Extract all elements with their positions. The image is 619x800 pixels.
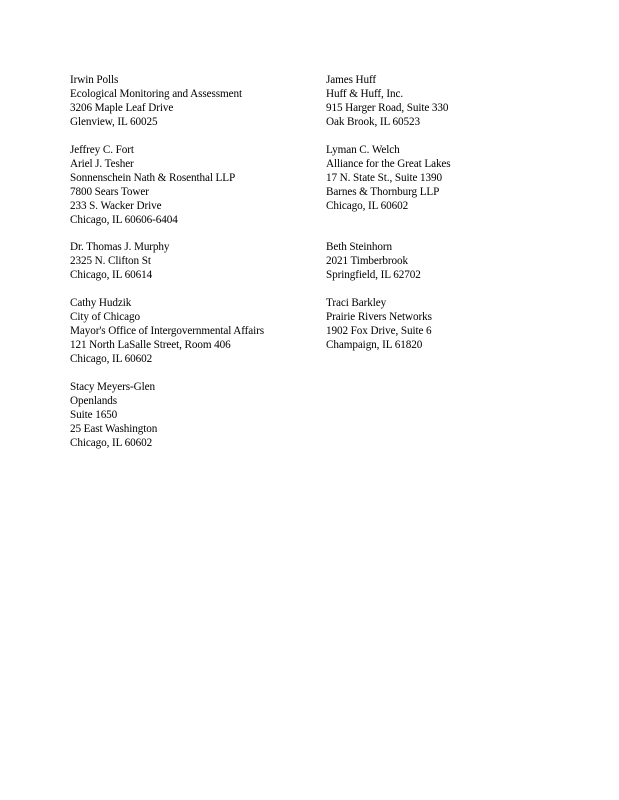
- address-line: 7800 Sears Tower: [70, 186, 149, 198]
- address-line: Stacy Meyers-Glen: [70, 381, 155, 393]
- address-line: Traci Barkley: [326, 297, 387, 309]
- address-line: Mayor's Office of Intergovernmental Affairs: [70, 325, 265, 337]
- address-line: 2325 N. Clifton St: [70, 255, 151, 267]
- address-line: Chicago, IL 60602: [70, 353, 153, 365]
- address-block: [70, 73, 310, 143]
- address-line: 2021 Timberbrook: [326, 255, 409, 267]
- address-line: Chicago, IL 60606-6404: [70, 214, 178, 226]
- address-block: [70, 143, 310, 240]
- address-line: Springfield, IL 62702: [326, 269, 421, 281]
- address-line: Huff & Huff, Inc.: [326, 88, 404, 100]
- address-block: [326, 73, 566, 143]
- address-line: 3206 Maple Leaf Drive: [70, 102, 174, 114]
- address-line: Chicago, IL 60614: [70, 269, 153, 281]
- address-line: 121 North LaSalle Street, Room 406: [70, 339, 231, 351]
- address-line: Chicago, IL 60602: [326, 200, 409, 212]
- address-line: Prairie Rivers Networks: [326, 311, 432, 323]
- address-line: 25 East Washington: [70, 423, 158, 435]
- address-line: Sonnenschein Nath & Rosenthal LLP: [70, 172, 236, 184]
- address-line: Dr. Thomas J. Murphy: [70, 241, 170, 253]
- address-line: Alliance for the Great Lakes: [326, 158, 451, 170]
- address-line: Jeffrey C. Fort: [70, 144, 134, 156]
- address-line: 1902 Fox Drive, Suite 6: [326, 325, 432, 337]
- address-line: Barnes & Thornburg LLP: [326, 186, 440, 198]
- address-line: 233 S. Wacker Drive: [70, 200, 162, 212]
- address-line: Openlands: [70, 395, 117, 407]
- address-line: Oak Brook, IL 60523: [326, 116, 421, 128]
- address-line: Lyman C. Welch: [326, 144, 400, 156]
- address-line: Chicago, IL 60602: [70, 437, 153, 449]
- address-block: [326, 296, 566, 352]
- address-line: 17 N. State St., Suite 1390: [326, 172, 443, 184]
- address-block: [326, 143, 566, 240]
- address-line: Suite 1650: [70, 409, 118, 421]
- address-line: Ecological Monitoring and Assessment: [70, 88, 242, 100]
- address-block: [70, 240, 310, 296]
- right-address-column: [326, 73, 566, 352]
- address-line: City of Chicago: [70, 311, 140, 323]
- address-block: [70, 296, 310, 380]
- address-block: [70, 380, 310, 450]
- address-line: Cathy Hudzik: [70, 297, 132, 309]
- address-line: Beth Steinhorn: [326, 241, 393, 253]
- address-line: Irwin Polls: [70, 74, 119, 86]
- address-line: Glenview, IL 60025: [70, 116, 158, 128]
- left-address-column: [70, 73, 310, 450]
- address-line: James Huff: [326, 74, 377, 86]
- address-line: 915 Harger Road, Suite 330: [326, 102, 449, 114]
- address-line: Champaign, IL 61820: [326, 339, 423, 351]
- address-block: [326, 240, 566, 296]
- address-line: Ariel J. Tesher: [70, 158, 134, 170]
